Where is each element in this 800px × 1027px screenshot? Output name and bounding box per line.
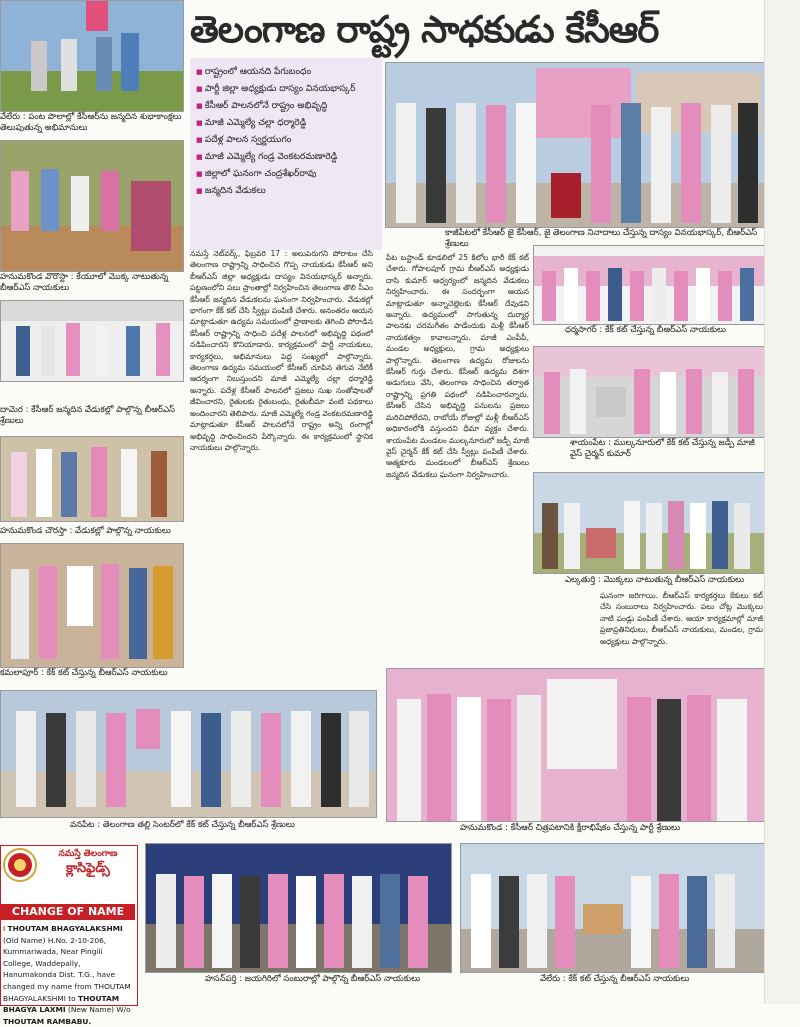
caption: శాయంపేట : ముల్కనూరులో కేక్ కట్ చేస్తున్న జడ్పీ మాజీ వైస్ చైర్మన్ కుమార్ [570, 438, 755, 459]
photo-velair-fields [0, 0, 184, 112]
caption: వనపేట : తెలంగాణ తల్లి సెంటర్‌లో కేక్ కట్ చేస్తున్న బీఆర్ఎస్ శ్రేణులు [70, 820, 295, 830]
caption: ఎల్కతుర్తి : మొక్కలు నాటుతున్న బీఆర్ఎస్ నాయకులు [565, 575, 745, 585]
classified-brand: నమస్తే తెలంగాణ [58, 849, 118, 859]
highlight-item: ■ పదేళ్ల పాలన స్వర్ణయుగం [196, 132, 376, 149]
highlight-item: ■ మాజీ ఎమ్మెల్యే చల్లా ధర్మారెడ్డి [196, 115, 376, 132]
caption: వేలేరు : కేక్ కట్ చేస్తున్న బీఆర్ఎస్ నాయకులు [540, 974, 690, 984]
caption: దామెర : కేసీఆర్ జన్మదిన వేడుకల్లో పాల్గొన్న బీఆర్ఎస్ శ్రేణులు [0, 405, 175, 426]
classified-old-name: THOUTAM BHAGYALAKSHMI [7, 924, 123, 933]
newspaper-logo-icon [3, 848, 37, 882]
classified-text-part: (New Name) W/o [65, 1005, 131, 1015]
caption: హనుమకొండ వొరొస్టా : కేయూలో మొక్క నాటుతున్న బీఆర్ఎస్ నాయకులు [0, 272, 169, 293]
photo-ku-planting [0, 140, 184, 272]
highlight-item: ■ జన్మదిన వేడుకలు [196, 183, 376, 200]
classified-text-part: (Old Name) H.No. 2-10-206, Kummariwada, Near Pingili College, Waddepally, Hanumakonda Dist. T.G., have changed my name from THOUTAM BHAGYALAKSHMI to [3, 935, 131, 1003]
highlights-box [190, 58, 382, 250]
caption: హనుమకొండ చౌరస్తా : వేడుకల్లో పాల్గొన్న నాయకులు [0, 526, 171, 536]
classified-new-name: THOUTAM BHAGYA LAXMI [3, 993, 120, 1015]
photo-shayampet [533, 346, 765, 438]
classified-husband-name: THOUTAM RAMBABU. [3, 1016, 92, 1026]
caption: ధర్మసాగర్ : కేక్ కట్ చేస్తున్న బీఆర్ఎస్ నాయకులు [565, 325, 726, 335]
photo-kazipet [385, 62, 765, 228]
caption: హనుమకొండ : కేసీఆర్ చిత్రపటానికి క్షీరాభిషేకం చేస్తున్న పార్టీ శ్రేణులు [460, 823, 681, 833]
highlight-item: ■ కేసీఆర్ పాలనలోనే రాష్ట్రం అభివృద్ధి [196, 98, 376, 115]
classified-header [41, 848, 135, 882]
caption: కాజీపేటలో కేసీఆర్ జై కేసీఆర్, జై తెలంగాణ నినాదాలు చేస్తున్న దాస్యం వినయభాస్కర్, బీఆర్ఎస్ శ్రేణులు [445, 228, 758, 249]
classified-title: క్లాసిఫైడ్స్ [66, 861, 110, 876]
photo-dharmasagar [533, 245, 765, 325]
article-column-1: నమస్తే నెట్‌వర్క్, ఫిబ్రవరి 17 : అలుపెరుగని పోరాటం చేసి తెలంగాణ రాష్ట్రాన్ని సాధించిన గొప్ప నాయకుడు కేసీఆర్ అని బీఆర్ఎస్ జిల్లా అధ్యక్షుడు దాస్యం వినయభాస్కర్ అన్నారు. పట్టణంలోని పలు ప్రాంతాల్లో నిర్వహించిన తెలంగాణ తొలి సీఎం కేసీఆర్ జన్మదిన వేడుకలను ఘనంగా నిర్వహించారు. వేడుకల్లో భాగంగా కేక్ కట్ చేసి స్వీట్లు పంపిణీ చేశారు. అనంతరం ఆయన మాట్లాడుతూ ఉద్యమ సమయంలో ప్రాణాలకు తెగించి పోరాడిన కేసీఆర్ రాష్ట్రాన్ని సాధించి పదేళ్ల పాలనలో అభివృద్ధి పథంలో నడిపించారని కొనియాడారు. కార్యక్రమంలో పార్టీ నాయకులు, కార్యకర్తలు, అభిమానులు పెద్ద సంఖ్యలో పాల్గొన్నారు. తెలంగాణ ఉద్యమ సమయంలో కేసీఆర్ చూపిన తెగువ నేటికీ ఆదర్శంగా నిలుస్తుందని మాజీ ఎమ్మెల్యే చల్లా ధర్మారెడ్డి అన్నారు. పదేళ్ల కేసీఆర్ పాలనలో ప్రజలు సుఖ సంతోషాలతో జీవించారని, రైతులకు రైతుబంధు, రైతుబీమా వంటి పథకాలు అందించారని తెలిపారు. మాజీ ఎమ్మెల్యే గండ్ర వెంకటరమణారెడ్డి మాట్లాడుతూ కేసీఆర్ పాలనలోనే రాష్ట్రం అన్ని రంగాల్లో అభివృద్ధి సాధించిందని పేర్కొన్నారు. ఈ కార్యక్రమంలో స్థానిక నాయకులు పాల్గొన్నారు. [190, 249, 373, 452]
classified-body [3, 923, 134, 1027]
classified-ad [0, 845, 138, 1026]
article-column-3: ఘనంగా జరిగాయి. బీఆర్ఎస్ కార్యకర్తలు కేకులు కట్ చేసి సంబురాలు నిర్వహించారు. పలు చోట్ల మొక్కలు నాటి పండ్లు పంపిణీ చేశారు. ఆయా కార్యక్రమాల్లో మాజీ ప్రజాప్రతినిధులు, బీఆర్ఎస్ నాయకులు, మండల, గ్రామ అధ్యక్షులు పాల్గొన్నారు. [600, 591, 763, 646]
classified-text-part: I [3, 924, 8, 933]
photo-velair-cake [460, 843, 765, 973]
caption: కమలాపూర్ : కేక్ కట్ చేస్తున్న బీఆర్ఎస్ నాయకులు [0, 668, 168, 678]
highlight-item: ■ పార్టీ జిల్లా అధ్యక్షుడు దాస్యం వినయభాస్కర్ [196, 81, 376, 98]
caption: వేలేరు : పంట పొలాల్లో కేసీఆర్‌ను జన్మదిన శుభాకాంక్షలు తెలుపుతున్న అభిమానులు [0, 112, 182, 133]
page-headline: తెలంగాణ రాష్ట్ర సాధకుడు కేసీఆర్ [190, 8, 659, 51]
photo-hanumakonda-milk-abhishekam [386, 668, 765, 822]
photo-vanapeta [0, 690, 377, 818]
photo-damera [0, 300, 184, 382]
adjacent-column-cropped [764, 0, 800, 1004]
classified-section: CHANGE OF NAME [1, 904, 135, 920]
photo-hanumakonda-chowrasta [0, 436, 184, 522]
highlight-item: ■ జిల్లాలో ఘనంగా చంద్రశేఖర్‌రావు [196, 166, 376, 183]
photo-elkathurthi [533, 472, 765, 574]
highlight-item: ■ మాజీ ఎమ్మెల్యే గండ్ర వెంకటరమణారెడ్డి [196, 149, 376, 166]
photo-hasanparthy [145, 843, 452, 973]
photo-kamalapur [0, 543, 184, 668]
highlight-item: ■ రాష్ట్రంలో ఆయనది పేగుబంధం [196, 64, 376, 81]
article-column-2: పేట బస్టాండ్ కూడలిలో 25 కిలోల భారీ కేక్ కట్ చేశారు. గోపాలపూర్ గ్రామ బీఆర్ఎస్ అధ్యక్షుడు దాసి కుమార్ ఆధ్వర్యంలో జన్మదిన వేడుకలు నిర్వహించారు. ఈ సందర్భంగా ఆయన మాట్లాడుతూ అన్నాచెల్లెలకు కేసీఆర్ దేవుడని అన్నారు. ఉద్యమంలో సాగుతున్న దుర్మార్గ పాలనకు చరమగీతం పాడేందుకు మళ్లీ కేసీఆర్ నాయకత్వం కావాలన్నారు. మాజీ ఎంపీపీ, మండల అధ్యక్షులు, గ్రామ అధ్యక్షులు పాల్గొన్నారు. తెలంగాణ ఉద్యమ రోజులను కేసీఆర్ గుర్తు చేశారు. కేసీఆర్ ఉద్యమ దిశగా అడుగులు వేసి, తెలంగాణ సాధించిన తర్వాత రాష్ట్రాన్ని ప్రగతి పథంలో నడిపించారన్నారు. కేసీఆర్ చేసిన అభివృద్ధి పనులను ప్రజలు మరిచిపోలేదని, రాబోయే రోజుల్లో మళ్లీ బీఆర్ఎస్ అధికారంలోకి వస్తుందని ధీమా వ్యక్తం చేశారు. శాయంపేట మండలం ముల్కనూరులో జడ్పీ మాజీ వైస్ చైర్మన్ కేక్ కట్ చేసి స్వీట్లు పంపిణీ చేశారు. ఆత్మకూరు మండలంలో బీఆర్ఎస్ శ్రేణులు జన్మదిన వేడుకలు ఘనంగా నిర్వహించారు. [386, 253, 529, 479]
caption: హసన్‌పర్తి : జయగిరిలో సంబురాల్లో పాల్గొన్న బీఆర్ఎస్ నాయకులు [205, 974, 421, 984]
